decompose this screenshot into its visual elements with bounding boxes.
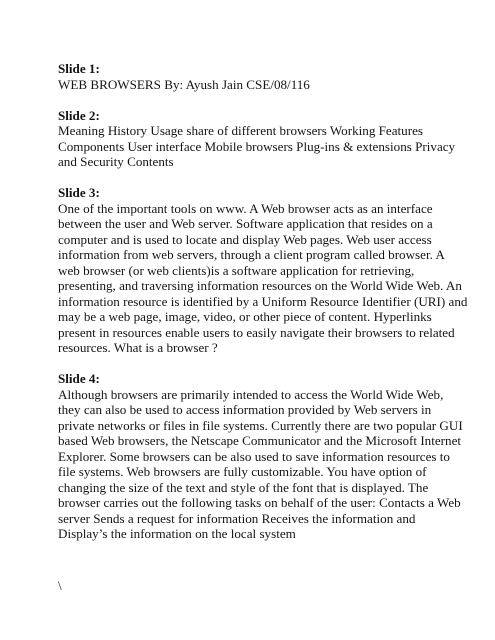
slide-3 (58, 185, 468, 356)
slide-4 (58, 371, 468, 542)
slide-2 (58, 108, 468, 170)
slide-body: WEB BROWSERS By: Ayush Jain CSE/08/116 (58, 76, 310, 92)
slide-body: Meaning History Usage share of different browsers Working Features Components User interface Mobile browsers Plug-ins & extensions Privacy and Security Contents (58, 123, 456, 169)
slide-heading: Slide 4: (58, 371, 100, 386)
slide-body: Although browsers are primarily intended to access the World Wide Web, they can also be used to access information provided by Web servers in private networks or files in file systems. Currently there are two popular GUI based Web browsers, the Netscape Communicator and the Microsoft Internet Explorer. Some browsers can be also used to save information resources to file systems. Web browsers are fully customizable. You have option of changing the size of the text and style of the font that is displayed. The browser carries out the following tasks on behalf of the user: Contacts a Web server Sends a request for information Receives the information and Display’s the information on the local system (58, 386, 463, 541)
slide-body: One of the important tools on www. A Web browser acts as an interface between the user and Web server. Software application that resides on a computer and is used to locate and display Web pages. Web user access information from web servers, through a client program called browser. A web browser (or web clients)is a software application for retrieving, presenting, and traversing information resources on the World Wide Web. An information resource is identified by a Uniform Resource Identifier (URI) and may be a web page, image, video, or other piece of content. Hyperlinks present in resources enable users to easily navigate their browsers to related resources. What is a browser ? (58, 200, 468, 355)
trailing-backslash: \ (58, 578, 62, 593)
slide-heading: Slide 3: (58, 185, 100, 200)
slide-heading: Slide 1: (58, 61, 100, 76)
document-page (58, 61, 468, 557)
slide-heading: Slide 2: (58, 107, 100, 123)
slide-1 (58, 61, 468, 92)
